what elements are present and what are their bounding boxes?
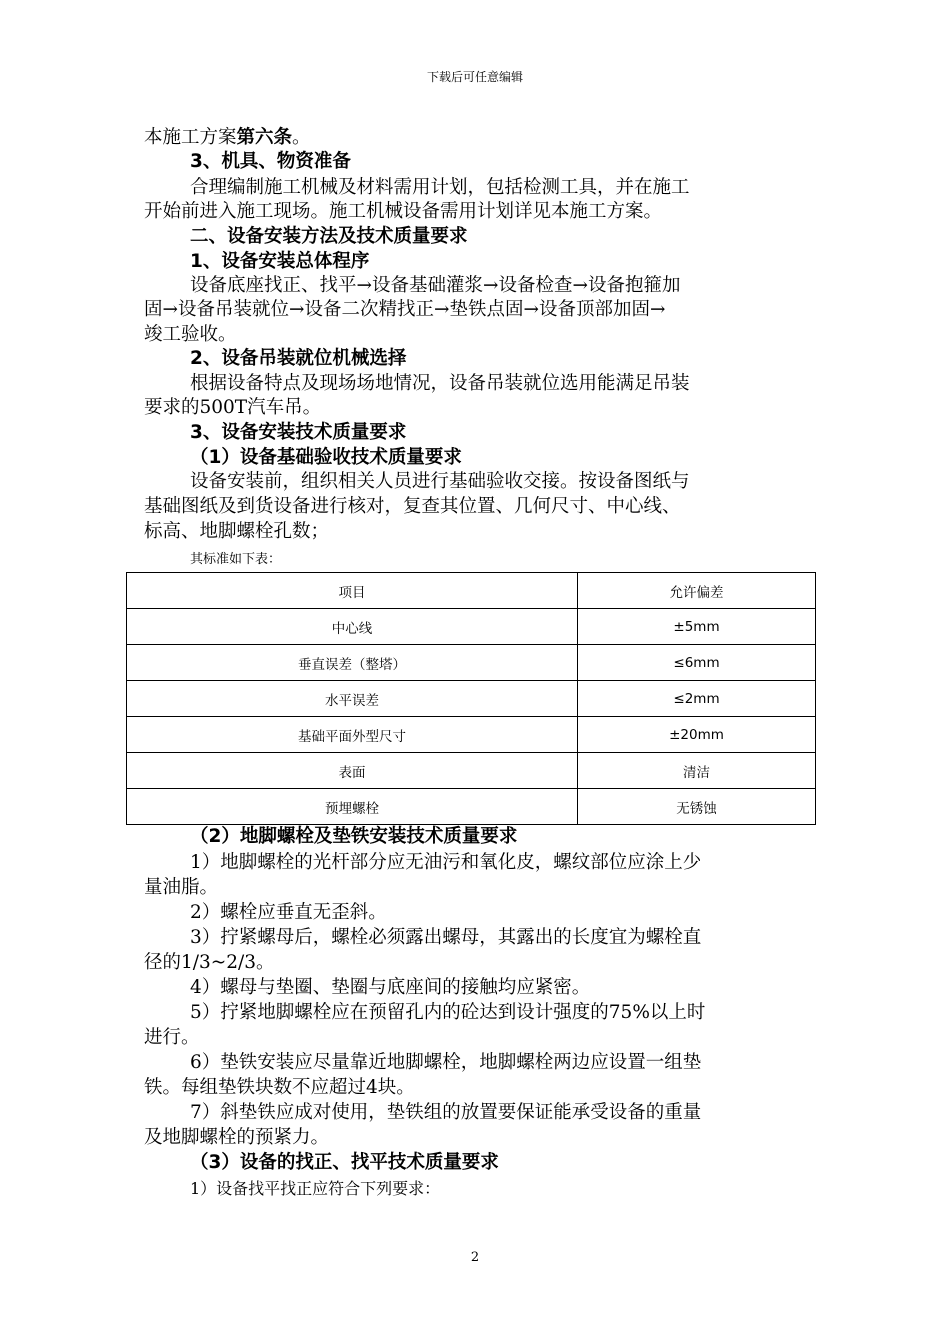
paragraph-line: 开始前进入施工现场。施工机械设备需用计划详见本施工方案。 <box>144 201 663 222</box>
section-heading: （2）地脚螺栓及垫铁安装技术质量要求 <box>190 826 518 847</box>
table-cell: 清洁 <box>578 753 816 789</box>
justified-text: 固→设备吊装就位→设备二次精找正→垫铁点固→设备顶部加固→ <box>144 299 666 320</box>
justified-text: 1）地脚螺栓的光杆部分应无油污和氧化皮，螺纹部位应涂上少 <box>190 852 702 873</box>
justified-text: 3）拧紧螺母后，螺栓必须露出螺母，其露出的长度宜为螺栓直 <box>190 927 702 948</box>
table-cell: ≤2mm <box>578 681 816 717</box>
paragraph-line: 径的1/3~2/3。 <box>144 952 275 973</box>
paragraph-line: 量油脂。 <box>144 877 219 898</box>
table-cell: 垂直误差（整塔） <box>127 645 578 681</box>
section-heading: 3、机具、物资准备 <box>190 151 351 172</box>
table-cell: ±5mm <box>578 609 816 645</box>
table-cell: 表面 <box>127 753 578 789</box>
table-cell: 基础平面外型尺寸 <box>127 717 578 753</box>
paragraph-line: 4）螺母与垫圈、垫圈与底座间的接触均应紧密。 <box>190 977 591 998</box>
paragraph-line <box>190 470 806 494</box>
page-number: 2 <box>470 1250 480 1265</box>
justified-text: 6）垫铁安装应尽量靠近地脚螺栓，地脚螺栓两边应设置一组垫 <box>190 1052 702 1073</box>
paragraph-line <box>144 495 806 519</box>
section-heading: 二、设备安装方法及技术质量要求 <box>190 226 468 247</box>
paragraph-line <box>190 1101 806 1125</box>
justified-text: 合理编制施工机械及材料需用计划，包括检测工具，并在施工 <box>190 177 690 198</box>
page-header: 下载后可任意编辑 <box>426 70 523 84</box>
table-cell: 水平误差 <box>127 681 578 717</box>
section-heading: （3）设备的找正、找平技术质量要求 <box>190 1152 499 1173</box>
section-heading: 3、设备安装技术质量要求 <box>190 422 407 443</box>
table-header-cell: 项目 <box>127 573 578 609</box>
justified-text: 基础图纸及到货设备进行核对，复查其位置、几何尺寸、中心线、 <box>144 496 681 517</box>
paragraph-line <box>190 372 806 396</box>
section-heading: 1、设备安装总体程序 <box>190 251 370 272</box>
paragraph-line: 竣工验收。 <box>144 324 237 345</box>
paragraph-line: 进行。 <box>144 1027 200 1048</box>
table-header-cell: 允许偏差 <box>578 573 816 609</box>
table-row <box>127 789 816 825</box>
table-row <box>127 753 816 789</box>
paragraph-line <box>190 1051 806 1075</box>
justified-text: 根据设备特点及现场场地情况，设备吊装就位选用能满足吊装 <box>190 373 690 394</box>
table-row <box>127 681 816 717</box>
table-row <box>127 717 816 753</box>
table-row <box>127 645 816 681</box>
section-heading: 2、设备吊装就位机械选择 <box>190 348 407 369</box>
paragraph-line: 1）设备找平找正应符合下列要求： <box>190 1179 441 1198</box>
text-run: 本施工方案 <box>144 127 237 148</box>
bold-text-run: 第六条 <box>236 127 293 148</box>
table-header-row <box>127 573 816 609</box>
paragraph-line: 要求的500T汽车吊。 <box>144 397 322 418</box>
table-row <box>127 609 816 645</box>
section-heading: （1）设备基础验收技术质量要求 <box>190 447 462 468</box>
paragraph-line <box>190 176 806 200</box>
table-caption: 其标准如下表： <box>190 552 282 567</box>
table-cell: 中心线 <box>127 609 578 645</box>
paragraph-line <box>144 298 806 322</box>
justified-text: 5）拧紧地脚螺栓应在预留孔内的砼达到设计强度的75%以上时 <box>190 1002 706 1023</box>
table-cell: ≤6mm <box>578 645 816 681</box>
paragraph-line <box>144 126 311 150</box>
paragraph-line: 及地脚螺栓的预紧力。 <box>144 1127 330 1148</box>
table-cell: 无锈蚀 <box>578 789 816 825</box>
paragraph-line <box>190 926 806 950</box>
paragraph-line <box>190 851 806 875</box>
paragraph-line: 2）螺栓应垂直无歪斜。 <box>190 902 387 923</box>
tolerance-table <box>126 572 816 825</box>
text-run: 。 <box>292 127 311 148</box>
paragraph-line <box>190 1001 806 1025</box>
justified-text: 设备底座找正、找平→设备基础灌浆→设备检查→设备抱箍加 <box>190 275 681 296</box>
paragraph-line: 铁。每组垫铁块数不应超过4块。 <box>144 1077 415 1098</box>
justified-text: 7）斜垫铁应成对使用，垫铁组的放置要保证能承受设备的重量 <box>190 1102 702 1123</box>
justified-text: 设备安装前，组织相关人员进行基础验收交接。按设备图纸与 <box>190 471 690 492</box>
table-cell: 预埋螺栓 <box>127 789 578 825</box>
paragraph-line <box>190 274 806 298</box>
paragraph-line: 标高、地脚螺栓孔数； <box>144 521 330 542</box>
table-cell: ±20mm <box>578 717 816 753</box>
